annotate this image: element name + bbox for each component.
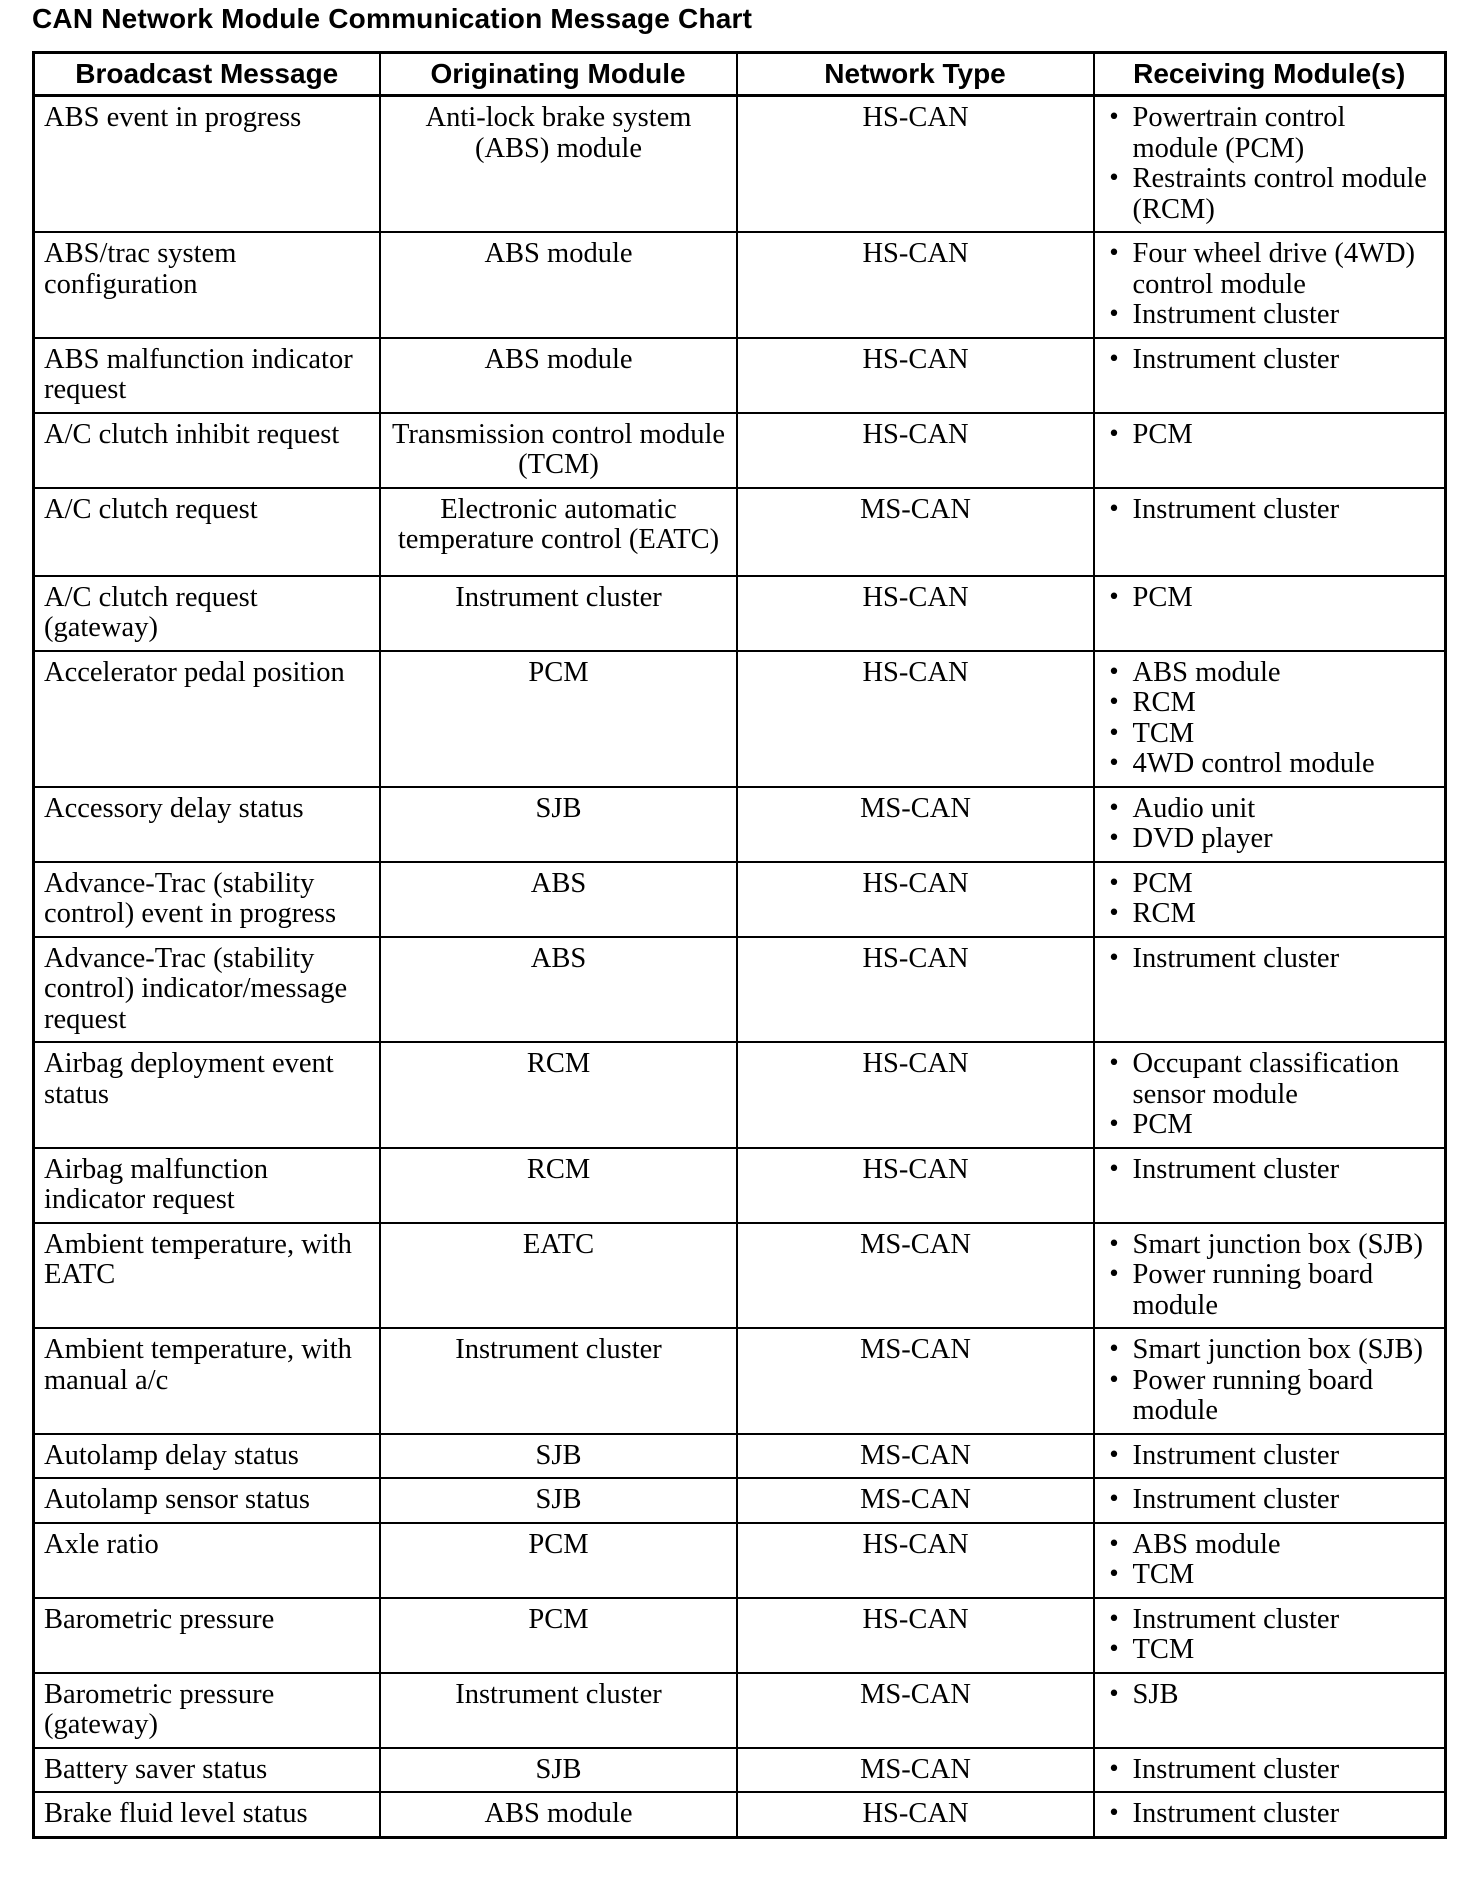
- network-type-cell: HS-CAN: [737, 1792, 1094, 1837]
- receiving-modules-list: [1104, 1441, 1437, 1472]
- network-type-cell: MS-CAN: [737, 488, 1094, 576]
- network-type-cell: HS-CAN: [737, 1523, 1094, 1598]
- originating-module-cell: PCM: [380, 1523, 737, 1598]
- receiving-module-item: • Power running board module: [1104, 1366, 1437, 1427]
- broadcast-message-cell: A/C clutch request: [34, 488, 380, 576]
- network-type-cell: HS-CAN: [737, 338, 1094, 413]
- originating-module-cell: Instrument cluster: [380, 1328, 737, 1434]
- broadcast-message-cell: Airbag malfunction indicator request: [34, 1148, 380, 1223]
- broadcast-message-cell: Barometric pressure: [34, 1598, 380, 1673]
- broadcast-message-cell: A/C clutch request (gateway): [34, 576, 380, 651]
- broadcast-message-cell: Ambient temperature, with manual a/c: [34, 1328, 380, 1434]
- broadcast-message-cell: Battery saver status: [34, 1748, 380, 1793]
- originating-module-cell: ABS: [380, 937, 737, 1043]
- receiving-modules-cell: [1094, 413, 1446, 488]
- broadcast-message-cell: Advance-Trac (stability control) indicator/message request: [34, 937, 380, 1043]
- table-row: [34, 1223, 1446, 1329]
- receiving-module-item: • TCM: [1104, 719, 1437, 750]
- receiving-modules-cell: [1094, 1042, 1446, 1148]
- receiving-modules-cell: [1094, 338, 1446, 413]
- receiving-modules-list: [1104, 583, 1437, 614]
- receiving-module-item: • ABS module: [1104, 1530, 1437, 1561]
- originating-module-cell: ABS module: [380, 232, 737, 338]
- table-row: [34, 1523, 1446, 1598]
- network-type-cell: HS-CAN: [737, 576, 1094, 651]
- receiving-modules-cell: [1094, 96, 1446, 233]
- receiving-modules-list: [1104, 1155, 1437, 1186]
- originating-module-cell: PCM: [380, 651, 737, 787]
- receiving-module-item: • Powertrain control module (PCM): [1104, 103, 1437, 164]
- originating-module-cell: RCM: [380, 1042, 737, 1148]
- column-header-receiving-modules: Receiving Module(s): [1094, 53, 1446, 96]
- receiving-module-item: • PCM: [1104, 869, 1437, 900]
- receiving-module-item: • Smart junction box (SJB): [1104, 1230, 1437, 1261]
- receiving-module-item: • TCM: [1104, 1560, 1437, 1591]
- originating-module-cell: Instrument cluster: [380, 576, 737, 651]
- originating-module-cell: RCM: [380, 1148, 737, 1223]
- table-row: [34, 1434, 1446, 1479]
- receiving-module-item: • PCM: [1104, 583, 1437, 614]
- receiving-modules-cell: [1094, 1673, 1446, 1748]
- network-type-cell: MS-CAN: [737, 1328, 1094, 1434]
- receiving-modules-cell: [1094, 1792, 1446, 1837]
- originating-module-cell: SJB: [380, 1748, 737, 1793]
- receiving-modules-list: [1104, 1680, 1437, 1711]
- receiving-module-item: • Instrument cluster: [1104, 495, 1437, 526]
- originating-module-cell: PCM: [380, 1598, 737, 1673]
- originating-module-cell: SJB: [380, 1434, 737, 1479]
- receiving-module-item: • 4WD control module: [1104, 749, 1437, 780]
- receiving-modules-list: [1104, 1799, 1437, 1830]
- receiving-modules-list: [1104, 1755, 1437, 1786]
- receiving-modules-list: [1104, 1485, 1437, 1516]
- receiving-modules-list: [1104, 495, 1437, 526]
- receiving-modules-list: [1104, 1530, 1437, 1591]
- receiving-modules-list: [1104, 1335, 1437, 1427]
- network-type-cell: HS-CAN: [737, 862, 1094, 937]
- table-row: [34, 576, 1446, 651]
- broadcast-message-cell: Advance-Trac (stability control) event in progress: [34, 862, 380, 937]
- message-chart-table: [32, 51, 1447, 1839]
- network-type-cell: MS-CAN: [737, 1434, 1094, 1479]
- network-type-cell: MS-CAN: [737, 787, 1094, 862]
- receiving-modules-list: [1104, 420, 1437, 451]
- table-row: [34, 1673, 1446, 1748]
- receiving-modules-cell: [1094, 1598, 1446, 1673]
- receiving-module-item: • Instrument cluster: [1104, 300, 1437, 331]
- receiving-modules-cell: [1094, 1523, 1446, 1598]
- receiving-module-item: • Audio unit: [1104, 794, 1437, 825]
- network-type-cell: HS-CAN: [737, 96, 1094, 233]
- receiving-modules-cell: [1094, 488, 1446, 576]
- originating-module-cell: ABS module: [380, 338, 737, 413]
- table-body: [34, 96, 1446, 1838]
- receiving-modules-list: [1104, 794, 1437, 855]
- broadcast-message-cell: A/C clutch inhibit request: [34, 413, 380, 488]
- broadcast-message-cell: Barometric pressure (gateway): [34, 1673, 380, 1748]
- receiving-module-item: • Smart junction box (SJB): [1104, 1335, 1437, 1366]
- receiving-modules-cell: [1094, 1434, 1446, 1479]
- broadcast-message-cell: Ambient temperature, with EATC: [34, 1223, 380, 1329]
- network-type-cell: HS-CAN: [737, 1148, 1094, 1223]
- table-row: [34, 787, 1446, 862]
- receiving-module-item: • Instrument cluster: [1104, 1799, 1437, 1830]
- receiving-module-item: • RCM: [1104, 688, 1437, 719]
- receiving-module-item: • RCM: [1104, 899, 1437, 930]
- receiving-module-item: • Instrument cluster: [1104, 345, 1437, 376]
- network-type-cell: HS-CAN: [737, 1042, 1094, 1148]
- broadcast-message-cell: Autolamp delay status: [34, 1434, 380, 1479]
- network-type-cell: HS-CAN: [737, 413, 1094, 488]
- originating-module-cell: Instrument cluster: [380, 1673, 737, 1748]
- broadcast-message-cell: Airbag deployment event status: [34, 1042, 380, 1148]
- receiving-modules-cell: [1094, 787, 1446, 862]
- column-header-originating-module: Originating Module: [380, 53, 737, 96]
- receiving-module-item: • TCM: [1104, 1635, 1437, 1666]
- broadcast-message-cell: ABS/trac system configuration: [34, 232, 380, 338]
- table-row: [34, 1042, 1446, 1148]
- receiving-module-item: • Four wheel drive (4WD) control module: [1104, 239, 1437, 300]
- receiving-modules-cell: [1094, 1223, 1446, 1329]
- receiving-modules-cell: [1094, 1478, 1446, 1523]
- network-type-cell: HS-CAN: [737, 651, 1094, 787]
- receiving-modules-cell: [1094, 1328, 1446, 1434]
- table-row: [34, 232, 1446, 338]
- receiving-module-item: • Restraints control module (RCM): [1104, 164, 1437, 225]
- column-header-broadcast-message: Broadcast Message: [34, 53, 380, 96]
- receiving-module-item: • PCM: [1104, 420, 1437, 451]
- receiving-modules-cell: [1094, 651, 1446, 787]
- originating-module-cell: SJB: [380, 1478, 737, 1523]
- table-row: [34, 862, 1446, 937]
- network-type-cell: MS-CAN: [737, 1748, 1094, 1793]
- table-row: [34, 1328, 1446, 1434]
- header-row: [34, 53, 1446, 96]
- receiving-modules-cell: [1094, 937, 1446, 1043]
- receiving-modules-list: [1104, 1605, 1437, 1666]
- table-row: [34, 1792, 1446, 1837]
- table-row: [34, 1478, 1446, 1523]
- receiving-modules-list: [1104, 345, 1437, 376]
- network-type-cell: HS-CAN: [737, 937, 1094, 1043]
- receiving-modules-cell: [1094, 1148, 1446, 1223]
- receiving-modules-cell: [1094, 576, 1446, 651]
- broadcast-message-cell: Axle ratio: [34, 1523, 380, 1598]
- table-row: [34, 1148, 1446, 1223]
- table-row: [34, 413, 1446, 488]
- table-row: [34, 338, 1446, 413]
- receiving-module-item: • Instrument cluster: [1104, 1441, 1437, 1472]
- receiving-modules-list: [1104, 239, 1437, 331]
- originating-module-cell: Transmission control module (TCM): [380, 413, 737, 488]
- table-row: [34, 488, 1446, 576]
- table-row: [34, 937, 1446, 1043]
- receiving-modules-cell: [1094, 1748, 1446, 1793]
- receiving-modules-list: [1104, 869, 1437, 930]
- network-type-cell: HS-CAN: [737, 1598, 1094, 1673]
- originating-module-cell: EATC: [380, 1223, 737, 1329]
- receiving-modules-list: [1104, 1230, 1437, 1322]
- broadcast-message-cell: Brake fluid level status: [34, 1792, 380, 1837]
- receiving-modules-list: [1104, 658, 1437, 780]
- network-type-cell: MS-CAN: [737, 1223, 1094, 1329]
- originating-module-cell: ABS: [380, 862, 737, 937]
- table-row: [34, 1598, 1446, 1673]
- receiving-module-item: • ABS module: [1104, 658, 1437, 689]
- receiving-module-item: • Instrument cluster: [1104, 1155, 1437, 1186]
- originating-module-cell: SJB: [380, 787, 737, 862]
- receiving-module-item: • Instrument cluster: [1104, 1485, 1437, 1516]
- network-type-cell: MS-CAN: [737, 1478, 1094, 1523]
- broadcast-message-cell: ABS malfunction indicator request: [34, 338, 380, 413]
- receiving-module-item: • Instrument cluster: [1104, 1605, 1437, 1636]
- receiving-modules-list: [1104, 103, 1437, 225]
- table-row: [34, 651, 1446, 787]
- receiving-module-item: • Occupant classification sensor module: [1104, 1049, 1437, 1110]
- receiving-module-item: • DVD player: [1104, 824, 1437, 855]
- network-type-cell: MS-CAN: [737, 1673, 1094, 1748]
- originating-module-cell: Electronic automatic temperature control (EATC): [380, 488, 737, 576]
- receiving-module-item: • Instrument cluster: [1104, 944, 1437, 975]
- broadcast-message-cell: ABS event in progress: [34, 96, 380, 233]
- broadcast-message-cell: Accessory delay status: [34, 787, 380, 862]
- receiving-module-item: • Instrument cluster: [1104, 1755, 1437, 1786]
- table-row: [34, 1748, 1446, 1793]
- receiving-modules-list: [1104, 1049, 1437, 1141]
- originating-module-cell: Anti-lock brake system (ABS) module: [380, 96, 737, 233]
- originating-module-cell: ABS module: [380, 1792, 737, 1837]
- broadcast-message-cell: Autolamp sensor status: [34, 1478, 380, 1523]
- table-row: [34, 96, 1446, 233]
- receiving-modules-cell: [1094, 862, 1446, 937]
- receiving-modules-list: [1104, 944, 1437, 975]
- network-type-cell: HS-CAN: [737, 232, 1094, 338]
- receiving-module-item: • SJB: [1104, 1680, 1437, 1711]
- receiving-module-item: • PCM: [1104, 1110, 1437, 1141]
- receiving-modules-cell: [1094, 232, 1446, 338]
- broadcast-message-cell: Accelerator pedal position: [34, 651, 380, 787]
- column-header-network-type: Network Type: [737, 53, 1094, 96]
- chart-title: CAN Network Module Communication Message Chart: [32, 3, 753, 34]
- receiving-module-item: • Power running board module: [1104, 1260, 1437, 1321]
